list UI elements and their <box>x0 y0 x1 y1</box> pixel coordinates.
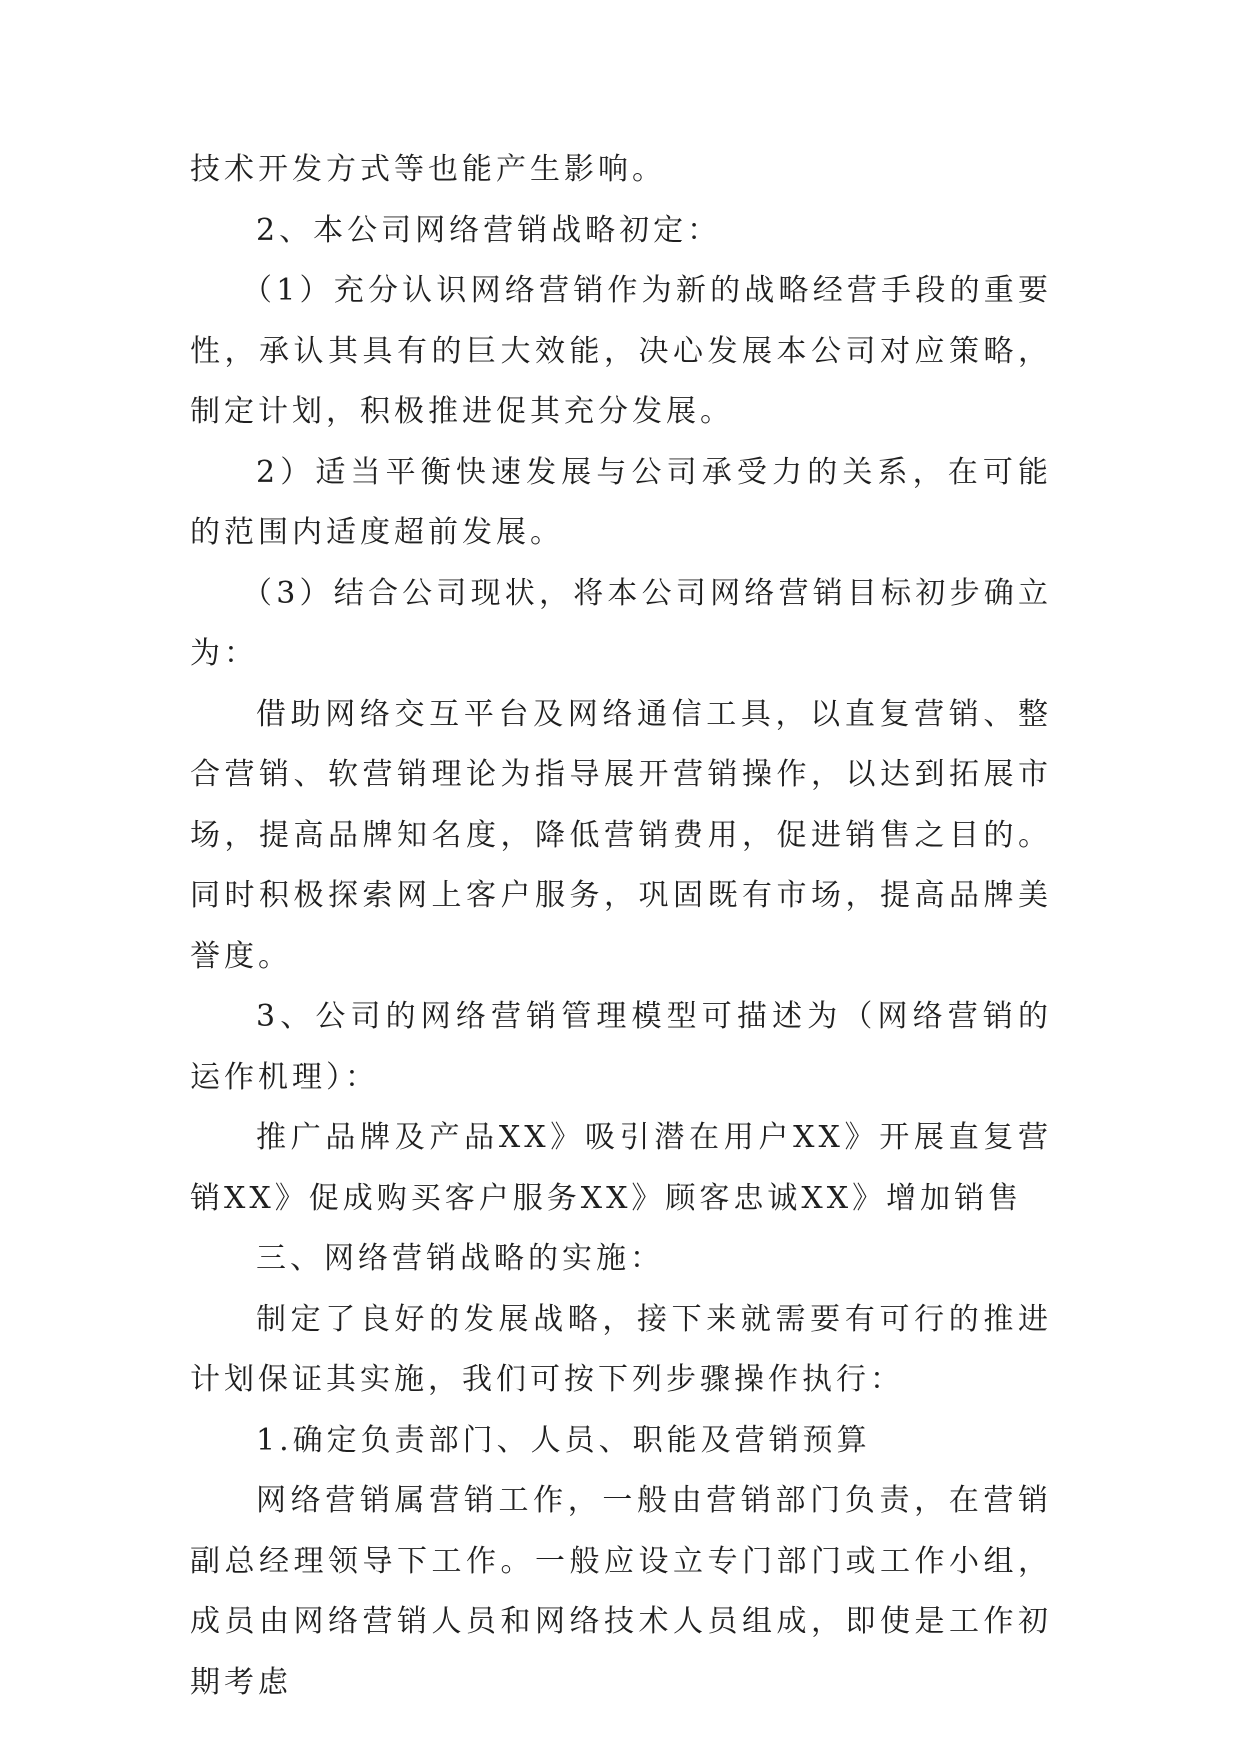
paragraph-part-3-heading: 三、网络营销战略的实施： <box>256 1241 664 1276</box>
paragraph-implementation-intro: 制定了良好的发展战略，接下来就需要有可行的推进计划保证其实施，我们可按下列步骤操作执行： <box>190 1301 1052 1397</box>
paragraph-continuation: 技术开发方式等也能产生影响。 <box>190 152 666 187</box>
document-body <box>190 140 1052 1713</box>
paragraph-marketing-goal: 借助网络交互平台及网络通信工具，以直复营销、整合营销、软营销理论为指导展开营销操作，以达到拓展市场，提高品牌知名度，降低营销费用，促进销售之目的。同时积极探索网上客户服务，巩固既有市场，提高品牌美誉度。 <box>190 696 1052 974</box>
paragraph-step-1-heading: 1.确定负责部门、人员、职能及营销预算 <box>256 1422 871 1458</box>
paragraph-management-model: 推广品牌及产品XX》吸引潜在用户XX》开展直复营销XX》促成购买客户服务XX》顾客忠诚XX》增加销售 <box>190 1120 1052 1216</box>
paragraph-item-2: 2）适当平衡快速发展与公司承受力的关系，在可能的范围内适度超前发展。 <box>190 454 1052 550</box>
paragraph-item-1: （1）充分认识网络营销作为新的战略经营手段的重要性，承认其具有的巨大效能，决心发展本公司对应策略，制定计划，积极推进促其充分发展。 <box>190 273 1052 429</box>
paragraph-section-2-heading: 2、本公司网络营销战略初定： <box>256 212 722 248</box>
paragraph-section-3-heading: 3、公司的网络营销管理模型可描述为（网络营销的运作机理）： <box>190 999 1052 1095</box>
paragraph-item-3: （3）结合公司现状，将本公司网络营销目标初步确立为： <box>190 575 1052 671</box>
paragraph-step-1-body: 网络营销属营销工作，一般由营销部门负责，在营销副总经理领导下工作。一般应设立专门部门或工作小组，成员由网络营销人员和网络技术人员组成，即使是工作初期考虑 <box>190 1483 1052 1700</box>
